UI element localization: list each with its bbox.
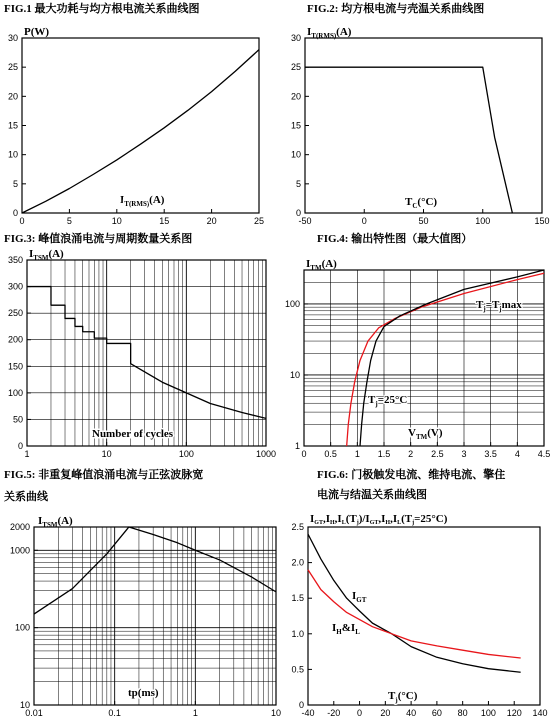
label-part: T	[388, 690, 396, 702]
y-tick-label: 0	[12, 208, 18, 218]
label-part: (A)	[321, 258, 337, 270]
fig2-axis-labels	[307, 26, 437, 210]
label-part: (T	[345, 513, 357, 525]
x-tick-label: 0.5	[324, 449, 337, 459]
label-part: TSM	[33, 254, 49, 262]
fig6-ticks	[291, 522, 547, 718]
x-tick-label: 2.5	[431, 449, 444, 459]
x-tick-label: 0	[19, 216, 25, 226]
x-tick-label: 100	[178, 449, 194, 459]
y-tick-label: 2000	[9, 522, 30, 532]
y-tick-label: 20	[290, 91, 301, 102]
y-tick-label: 0	[17, 441, 23, 451]
label-part: j	[483, 305, 486, 313]
fig6-plot-frame	[308, 527, 540, 705]
y-tick-label: 1	[294, 441, 300, 451]
x-tick-label: 50	[418, 216, 429, 226]
x-tick-label: 40	[406, 708, 417, 718]
fig3-chart	[4, 231, 276, 459]
fig4-plot-frame	[304, 270, 544, 446]
annotation-label	[332, 622, 360, 636]
label-part: L	[397, 520, 402, 526]
label-part: (A)	[57, 515, 73, 527]
y-tick-label: 5	[295, 178, 301, 189]
x-tick-label: 10	[270, 708, 282, 718]
x-tick-label: 5	[66, 216, 72, 226]
y-axis-label	[306, 258, 337, 272]
fig4-axis-labels	[306, 258, 443, 441]
fig3-grid	[27, 260, 266, 446]
label-part: ,I	[378, 513, 386, 525]
label-part: I	[332, 622, 337, 634]
y-tick-label: 30	[290, 33, 301, 43]
x-tick-label: 150	[534, 216, 550, 226]
fig6-title-line2: 电流与结温关系曲线图	[317, 489, 427, 501]
label-part: I	[310, 513, 315, 525]
label-part: (A)	[149, 194, 165, 206]
y-axis-label	[29, 248, 64, 262]
y-tick-label: 1.5	[291, 593, 304, 604]
fig2-title: FIG.2: 均方根电流与壳温关系曲线图	[307, 3, 485, 15]
label-part: (°C)	[417, 196, 438, 208]
label-part: (V)	[427, 427, 443, 439]
fig5-chart	[4, 467, 281, 718]
label-part: T	[368, 394, 376, 406]
x-tick-label: 0.01	[25, 708, 43, 718]
label-part: I	[307, 26, 312, 38]
label-part: I	[38, 515, 43, 527]
y-tick-label: 2.0	[291, 557, 304, 568]
fig5-grid	[34, 527, 276, 705]
x-tick-label: 10	[101, 449, 112, 459]
x-axis-label	[408, 427, 443, 441]
y-axis-label	[38, 515, 73, 529]
fig1-series-line	[22, 50, 259, 213]
fig6-series-ih-il	[308, 570, 521, 658]
y-tick-label: 15	[7, 120, 18, 131]
y-tick-label: 250	[7, 308, 23, 319]
y-tick-label: 350	[7, 255, 23, 265]
label-part: T	[476, 299, 484, 311]
x-tick-label: 1	[24, 449, 30, 459]
y-tick-label: 25	[7, 62, 18, 73]
x-tick-label: 4.5	[537, 449, 551, 459]
label-part: I	[120, 194, 125, 206]
y-tick-label: 10	[290, 149, 301, 160]
y-tick-label: 0.5	[291, 664, 304, 675]
x-tick-label: 140	[532, 708, 548, 718]
label-part: GT	[314, 520, 323, 526]
label-part: GT	[369, 520, 379, 526]
fig4-grid	[304, 270, 544, 446]
fig6-chart	[291, 467, 547, 718]
x-tick-label: 0	[357, 708, 363, 718]
x-axis-label	[92, 428, 174, 440]
label-part: L	[341, 520, 346, 526]
x-tick-label: 1.5	[377, 449, 391, 459]
annotation-label	[476, 299, 522, 313]
x-tick-label: 0.1	[108, 708, 121, 718]
y-axis-label	[310, 513, 448, 526]
label-part: ,I	[334, 513, 342, 525]
x-tick-label: 10	[111, 216, 122, 226]
x-tick-label: 100	[475, 216, 491, 226]
y-tick-label: 150	[7, 361, 23, 372]
label-part: Number of cycles	[92, 428, 174, 440]
label-part: H	[385, 520, 391, 526]
fig5-title-line2: 关系曲线	[4, 491, 48, 503]
fig4-title: FIG.4: 输出特性图（最大值图）	[317, 233, 473, 245]
label-part: L	[355, 628, 360, 636]
y-tick-label: 1.0	[291, 628, 304, 639]
label-part: H	[336, 628, 342, 636]
fig5-axis-labels	[38, 515, 159, 699]
fig1-chart	[4, 1, 264, 226]
x-tick-label: 3	[461, 449, 467, 459]
x-tick-label: 15	[159, 216, 170, 226]
label-part: GT	[356, 596, 367, 604]
y-tick-label: 15	[290, 120, 301, 131]
fig6-axis-labels	[310, 513, 448, 704]
label-part: max	[501, 299, 522, 311]
x-tick-label: 0	[301, 449, 307, 459]
fig3-title: FIG.3: 峰值浪涌电流与周期数量关系图	[4, 233, 193, 245]
label-part: TM	[310, 264, 322, 272]
label-part: j	[395, 696, 398, 704]
label-part: C	[412, 202, 418, 210]
y-tick-label: 2.5	[291, 522, 304, 532]
y-tick-label: 100	[284, 298, 300, 309]
x-axis-label	[128, 687, 159, 699]
y-tick-label: 100	[7, 387, 23, 398]
x-tick-label: 2	[408, 449, 414, 459]
y-tick-label: 0	[298, 700, 304, 710]
x-tick-label: 20	[380, 708, 391, 718]
label-part: tp(ms)	[128, 687, 159, 699]
y-tick-label: 200	[7, 334, 23, 345]
x-tick-label: 100	[480, 708, 496, 718]
x-tick-label: 1	[192, 708, 198, 718]
label-part: (T	[401, 513, 413, 525]
label-part: I	[352, 590, 357, 602]
y-tick-label: 300	[7, 281, 23, 292]
label-part: =25°C)	[414, 513, 448, 525]
y-axis-label	[307, 26, 352, 40]
label-part: H	[329, 520, 335, 526]
x-tick-label: 3.5	[484, 449, 497, 459]
fig1-plot-frame	[22, 38, 259, 213]
x-tick-label: 20	[206, 216, 217, 226]
y-tick-label: 25	[290, 62, 301, 73]
label-part: I	[306, 258, 311, 270]
x-tick-label: 25	[253, 216, 265, 226]
label-part: P(W)	[24, 26, 50, 38]
y-tick-label: 10	[19, 700, 30, 710]
fig5-series-line	[34, 527, 276, 614]
fig5-title: FIG.5: 非重复峰值浪涌电流与正弦波脉宽	[4, 469, 204, 481]
label-part: T	[405, 196, 413, 208]
label-part: TSM	[42, 521, 58, 529]
x-tick-label: 4	[514, 449, 520, 459]
label-part: (A)	[48, 248, 64, 260]
label-part: T(RMS)	[124, 200, 150, 208]
y-tick-label: 10	[289, 369, 300, 380]
x-tick-label: -50	[298, 216, 312, 226]
fig1-ticks	[8, 33, 264, 226]
y-tick-label: 20	[7, 91, 18, 102]
fig4-series-tj-25-c	[360, 270, 544, 446]
fig2-series-line	[305, 67, 512, 213]
label-part: (A)	[336, 26, 352, 38]
label-part: ,I	[390, 513, 398, 525]
label-part: I	[29, 248, 34, 260]
fig3-axis-labels	[29, 248, 174, 440]
annotation-label	[368, 394, 407, 408]
x-tick-label: 80	[457, 708, 468, 718]
y-axis-label	[24, 26, 49, 38]
x-tick-label: 120	[506, 708, 522, 718]
label-part: ,I	[322, 513, 330, 525]
label-part: =25°C	[377, 394, 408, 406]
fig3-series-line	[27, 287, 266, 419]
x-tick-label: -20	[327, 708, 341, 718]
y-tick-label: 50	[12, 414, 23, 425]
label-part: j	[412, 520, 415, 526]
x-tick-label: -40	[301, 708, 315, 718]
y-tick-label: 0	[295, 208, 301, 218]
y-tick-label: 30	[7, 33, 18, 43]
label-part: j	[356, 520, 359, 526]
fig1-title: FIG.1 最大功耗与均方根电流关系曲线图	[4, 3, 200, 15]
x-axis-label	[405, 196, 437, 210]
label-part: j	[375, 400, 378, 408]
x-tick-label: 60	[431, 708, 442, 718]
x-axis-label	[120, 194, 165, 208]
x-tick-label: 1000	[255, 449, 277, 459]
x-tick-label: 1	[354, 449, 360, 459]
fig2-chart	[291, 1, 550, 226]
y-tick-label: 1000	[9, 545, 30, 556]
y-tick-label: 5	[12, 178, 18, 189]
fig6-series-igt	[308, 534, 521, 672]
label-part: &I	[341, 622, 356, 634]
fig3-plot-frame	[27, 260, 266, 446]
fig1-axis-labels	[24, 26, 165, 208]
annotation-label	[352, 590, 367, 604]
label-part: =T	[485, 299, 500, 311]
label-part: (°C)	[397, 690, 418, 702]
label-part: j	[499, 305, 502, 313]
label-part: V	[408, 427, 416, 439]
fig4-chart	[285, 231, 550, 459]
label-part: T(RMS)	[311, 32, 337, 40]
x-axis-label	[388, 690, 418, 704]
fig6-title: FIG.6: 门极触发电流、维持电流、擎住	[317, 469, 506, 481]
label-part: )/I	[358, 513, 370, 525]
y-tick-label: 10	[7, 149, 18, 160]
label-part: TM	[415, 433, 428, 441]
y-tick-label: 100	[14, 622, 30, 633]
x-tick-label: 0	[361, 216, 367, 226]
